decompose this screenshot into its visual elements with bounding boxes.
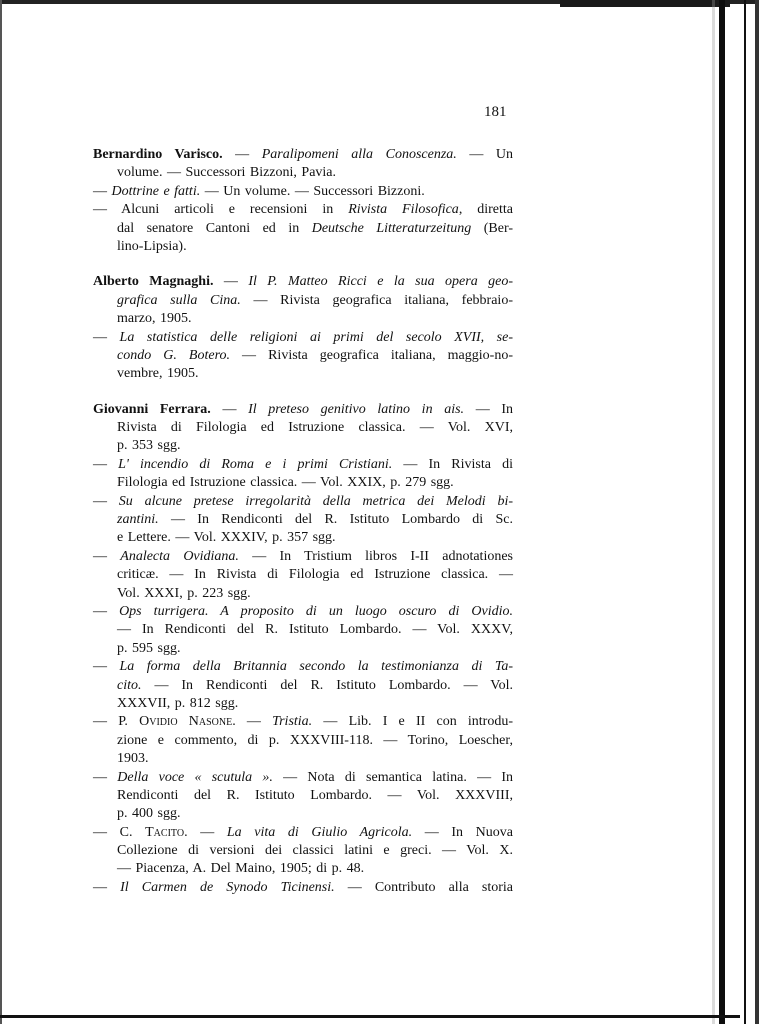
author-name: Alberto Magnaghi. [93, 274, 214, 290]
entry-item [93, 603, 513, 658]
citation-text: criticæ. — In Rivista di Filologia ed Istruzione classica. — [117, 567, 513, 583]
text-line [93, 842, 513, 860]
bibliography-entry [93, 146, 513, 256]
citation-text: . — [232, 714, 273, 730]
citation-text: p. 595 sgg. [117, 640, 181, 656]
work-title: Il P. Matteo Ricci e la sua opera geo- [248, 274, 513, 290]
citation-text: — In Rendiconti del R. Istituto Lombardo. — Vol. [141, 677, 513, 693]
work-title: Il preteso genitivo latino in ais. [248, 401, 465, 417]
text-line [93, 456, 513, 474]
text-line [93, 824, 513, 842]
text-line [93, 566, 513, 584]
entry-item [93, 201, 513, 256]
citation-text: — In Rendiconti del R. Istituto Lombardo. — Vol. XXXV, [117, 622, 513, 638]
scan-bottom-edge [0, 1015, 740, 1018]
text-line [93, 750, 513, 768]
citation-text: . — [184, 824, 227, 840]
work-title: cito. [117, 677, 142, 693]
citation-text: — [93, 183, 112, 199]
text-line [93, 621, 513, 639]
scan-right-edge [755, 0, 759, 1024]
text-line [93, 365, 513, 383]
citation-text: Collezione di versioni dei classici latini e greci. — Vol. X. [117, 843, 513, 859]
page-edge-line [744, 0, 746, 1024]
citation-text: p. 353 sgg. [117, 438, 181, 454]
work-title: Dottrine e fatti. [111, 183, 201, 199]
work-title: Su alcune pretese irregolarità della metrica dei Melodi bi- [118, 493, 513, 509]
citation-text: — [93, 879, 121, 895]
citation-text: dal senatore Cantoni ed in [117, 220, 312, 236]
work-title: grafica sulla Cina. [117, 292, 241, 308]
work-title: zantini. [117, 512, 159, 528]
text-line [93, 529, 513, 547]
citation-text: 1903. [117, 751, 149, 767]
text-line [93, 713, 513, 731]
text-line [93, 273, 513, 291]
citation-text: — In Rivista di [392, 456, 513, 472]
scan-left-edge [0, 0, 2, 1024]
work-title: L' incendio di Roma e i primi Cristiani. [118, 456, 393, 472]
text-line [93, 347, 513, 365]
entry-item [93, 456, 513, 493]
author-name: Giovanni Ferrara. [93, 401, 211, 417]
text-line [93, 401, 513, 419]
work-title: Tristia. [272, 714, 313, 730]
scan-top-edge-shadow [560, 0, 730, 7]
text-line [93, 164, 513, 182]
entry-item [93, 658, 513, 713]
citation-text: — Contributo alla storia [334, 879, 514, 895]
citation-text: — [93, 603, 120, 619]
text-line [93, 585, 513, 603]
work-title: Analecta Ovidiana. [120, 548, 239, 564]
text-line [93, 658, 513, 676]
citation-text: — Nota di semantica latina. — In [272, 769, 514, 785]
citation-text: Filologia ed Istruzione classica. — Vol. XXIX, p. 279 sgg. [117, 475, 454, 491]
entry-first-item [93, 146, 513, 183]
text-line [93, 493, 513, 511]
text-line [93, 146, 513, 164]
entry-item [93, 493, 513, 548]
text-line [93, 879, 513, 897]
citation-text: marzo, 1905. [117, 311, 192, 327]
text-line [93, 437, 513, 455]
citation-text: vembre, 1905. [117, 366, 199, 382]
work-title: La vita di Giulio Agricola. [226, 824, 413, 840]
text-line [93, 238, 513, 256]
text-line [93, 220, 513, 238]
citation-text: — In Nuova [412, 824, 513, 840]
citation-text: , diretta [458, 202, 514, 218]
text-line [93, 603, 513, 621]
citation-text: — [93, 548, 121, 564]
citation-text: — Rivista geografica italiana, febbraio- [240, 292, 513, 308]
citation-text: lino-Lipsia). [117, 238, 187, 254]
entry-item [93, 879, 513, 897]
entry-item [93, 769, 513, 824]
citation-text: — [210, 401, 249, 417]
citation-text: — Un [456, 147, 513, 162]
work-title: Paralipomeni alla Conoscenza. [261, 147, 457, 162]
citation-text: — Piacenza, A. Del Maino, 1905; di p. 48. [117, 861, 365, 877]
text-line [93, 548, 513, 566]
citation-text: e Lettere. — Vol. XXXIV, p. 357 sgg. [117, 530, 336, 546]
citation-text: — In Tristium libros I-II adnotationes [238, 548, 513, 564]
entry-item [93, 713, 513, 768]
work-title: La statistica delle religioni ai primi del secolo XVII, se- [119, 329, 513, 345]
citation-text: p. 400 sgg. [117, 806, 181, 822]
citation-text: — C. [93, 824, 146, 840]
text-line [93, 695, 513, 713]
citation-text: — In Rendiconti del R. Istituto Lombardo di Sc. [158, 512, 513, 528]
citation-text: — Alcuni articoli e recensioni in [93, 202, 349, 218]
text-line [93, 310, 513, 328]
citation-text: (Ber- [471, 220, 513, 236]
bibliography-entry [93, 273, 513, 383]
citation-text: — Un volume. — Successori Bizzoni. [200, 183, 425, 199]
citation-text: — Rivista geografica italiana, maggio-no- [230, 347, 513, 363]
entry-first-item [93, 401, 513, 456]
text-line [93, 511, 513, 529]
citation-text: — In [464, 401, 513, 417]
text-line [93, 677, 513, 695]
page-number: 181 [484, 104, 507, 120]
text-line [93, 787, 513, 805]
citation-text: — [93, 329, 120, 345]
text-line [93, 769, 513, 787]
citation-text: — [93, 493, 119, 509]
work-title: Il Carmen de Synodo Ticinensi. [120, 879, 335, 895]
text-line [93, 419, 513, 437]
text-line [93, 474, 513, 492]
work-title: Deutsche Litteraturzeitung [311, 220, 472, 236]
citation-text: — Lib. I e II con introdu- [312, 714, 513, 730]
entry-item [93, 329, 513, 384]
text-line [93, 805, 513, 823]
binding-shadow [712, 0, 715, 1024]
citation-text: — [222, 147, 262, 162]
author-smallcaps: Ovidio Nasone [139, 714, 233, 730]
text-line [93, 732, 513, 750]
citation-text: — [93, 659, 120, 675]
citation-text: Vol. XXXI, p. 223 sgg. [117, 585, 251, 601]
work-title: Rivista Filosofica [348, 202, 459, 218]
bibliography-entry [93, 401, 513, 898]
work-title: condo G. Botero. [117, 347, 230, 363]
author-name: Bernardino Varisco. [93, 147, 223, 162]
text-line [93, 201, 513, 219]
citation-text: Rivista di Filologia ed Istruzione classica. — Vol. XVI, [117, 420, 513, 436]
work-title: Ops turrigera. A proposito di un luogo oscuro di Ovidio. [119, 603, 514, 619]
citation-text: — P. [93, 714, 140, 730]
text-line [93, 183, 513, 201]
entry-first-item [93, 273, 513, 328]
binding-edge [719, 0, 725, 1024]
citation-text: XXXVII, p. 812 sgg. [117, 695, 239, 711]
text-line [93, 860, 513, 878]
citation-text: volume. — Successori Bizzoni, Pavia. [117, 165, 337, 181]
text-line [93, 640, 513, 658]
citation-text: — [213, 274, 249, 290]
work-title: Della voce « scutula ». [117, 769, 273, 785]
text-line [93, 329, 513, 347]
bibliography-list [93, 146, 513, 914]
work-title: La forma della Britannia secondo la testimonianza di Ta- [119, 659, 513, 675]
text-line [93, 292, 513, 310]
citation-text: zione e commento, di p. XXXVIII-118. — Torino, Loescher, [117, 732, 513, 748]
author-smallcaps: Tacito [145, 824, 185, 840]
entry-item [93, 548, 513, 603]
citation-text: Rendiconti del R. Istituto Lombardo. — Vol. XXXVIII, [117, 787, 513, 803]
citation-text: — [93, 456, 119, 472]
entry-item [93, 183, 513, 201]
citation-text: — [93, 769, 118, 785]
entry-item [93, 824, 513, 879]
